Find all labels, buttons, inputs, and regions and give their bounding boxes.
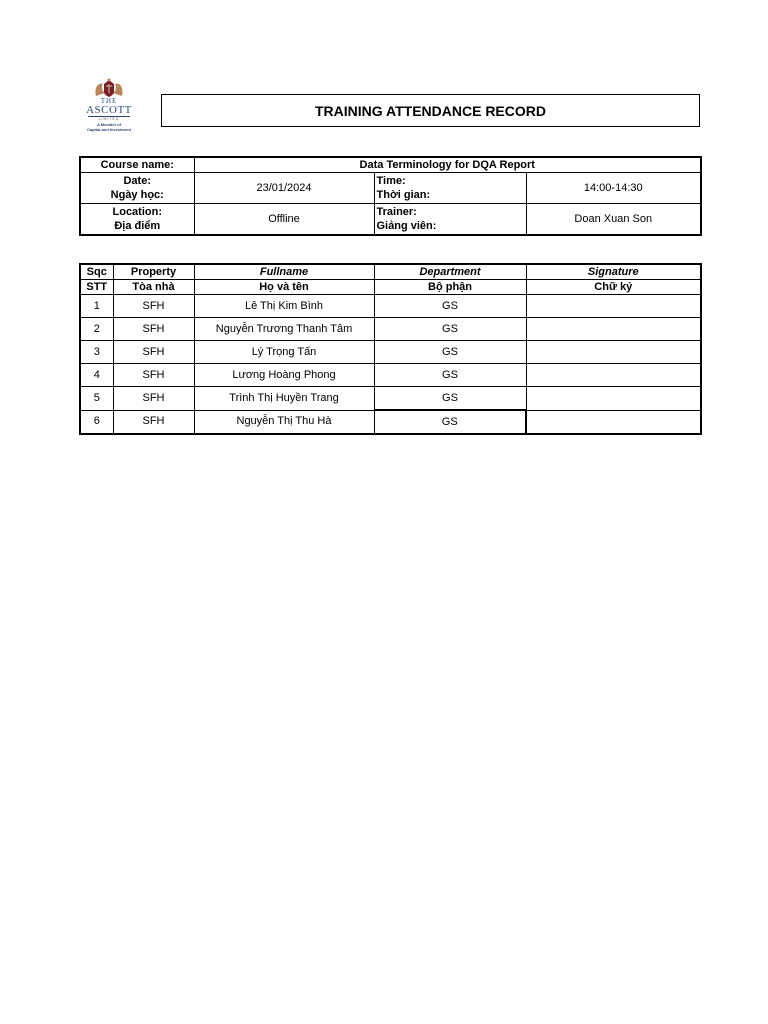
header-row-en (80, 264, 701, 280)
trainer-label-vi: Giảng viên: (376, 219, 437, 232)
row-property: SFH (113, 318, 194, 341)
row-signature[interactable] (526, 364, 701, 387)
header-signature: Signature (526, 264, 701, 280)
row-signature[interactable] (526, 387, 701, 411)
date-value: 23/01/2024 (194, 173, 374, 204)
row-property: SFH (113, 364, 194, 387)
location-value: Offline (194, 204, 374, 235)
header-fullname: Fullname (194, 264, 374, 280)
header-stt: STT (80, 280, 113, 295)
table-row (80, 318, 701, 341)
attendance-table (79, 263, 702, 435)
row-signature[interactable] (526, 410, 701, 434)
row-department: GS (374, 364, 526, 387)
table-row (80, 410, 701, 434)
header-sqc: Sqc (80, 264, 113, 280)
row-no: 2 (80, 318, 113, 341)
row-name: Lý Trọng Tấn (194, 341, 374, 364)
table-row (80, 295, 701, 318)
row-signature[interactable] (526, 295, 701, 318)
row-no: 1 (80, 295, 113, 318)
row-name: Trình Thị Huyền Trang (194, 387, 374, 411)
row-department: GS (374, 318, 526, 341)
table-row (80, 364, 701, 387)
table-row (80, 387, 701, 411)
logo-ascott: ASCOTT (86, 104, 132, 116)
location-label (80, 204, 194, 235)
row-signature[interactable] (526, 341, 701, 364)
course-name-value: Data Terminology for DQA Report (194, 157, 701, 173)
header-bo-phan: Bộ phận (374, 280, 526, 295)
logo-member-line2: CapitaLand Investment (86, 127, 131, 132)
row-name: Nguyễn Trương Thanh Tâm (194, 318, 374, 341)
row-no: 6 (80, 410, 113, 434)
time-value: 14:00-14:30 (526, 173, 701, 204)
time-label-en: Time: (376, 175, 406, 187)
row-property: SFH (113, 295, 194, 318)
row-name: Nguyễn Thị Thu Hà (194, 410, 374, 434)
row-department: GS (374, 387, 526, 411)
date-label-en: Date: (123, 175, 151, 187)
date-label (80, 173, 194, 204)
date-label-vi: Ngày học: (110, 189, 164, 201)
row-name: Lương Hoàng Phong (194, 364, 374, 387)
header-department: Department (374, 264, 526, 280)
row-property: SFH (113, 341, 194, 364)
ascott-logo (80, 78, 138, 144)
trainer-label-en: Trainer: (376, 205, 417, 218)
header-ho-va-ten: Họ và tên (194, 280, 374, 295)
location-label-en: Location: (112, 205, 162, 218)
header-row-vi (80, 280, 701, 295)
time-label-vi: Thời gian: (376, 189, 431, 201)
logo-limited: LIMITED (88, 116, 130, 122)
trainer-label (374, 204, 526, 235)
row-department: GS (374, 341, 526, 364)
row-signature[interactable] (526, 318, 701, 341)
row-department: GS (374, 295, 526, 318)
header-toa-nha: Tòa nhà (113, 280, 194, 295)
table-row (80, 341, 701, 364)
row-name: Lê Thị Kim Bình (194, 295, 374, 318)
logo-member-line1: A Member of (96, 122, 122, 127)
course-name-label: Course name: (80, 157, 194, 173)
row-no: 3 (80, 341, 113, 364)
row-property: SFH (113, 387, 194, 411)
location-label-vi: Địa điểm (114, 219, 161, 232)
document-title: TRAINING ATTENDANCE RECORD (161, 94, 700, 127)
trainer-value: Doan Xuan Son (526, 204, 701, 235)
header-chu-ky: Chữ ký (526, 280, 701, 295)
row-no: 5 (80, 387, 113, 411)
time-label (374, 173, 526, 204)
row-department: GS (374, 410, 526, 434)
header-property: Property (113, 264, 194, 280)
row-no: 4 (80, 364, 113, 387)
row-property: SFH (113, 410, 194, 434)
course-info-table (79, 156, 702, 236)
crest-icon (92, 78, 126, 98)
logo-the: THE (100, 97, 118, 105)
